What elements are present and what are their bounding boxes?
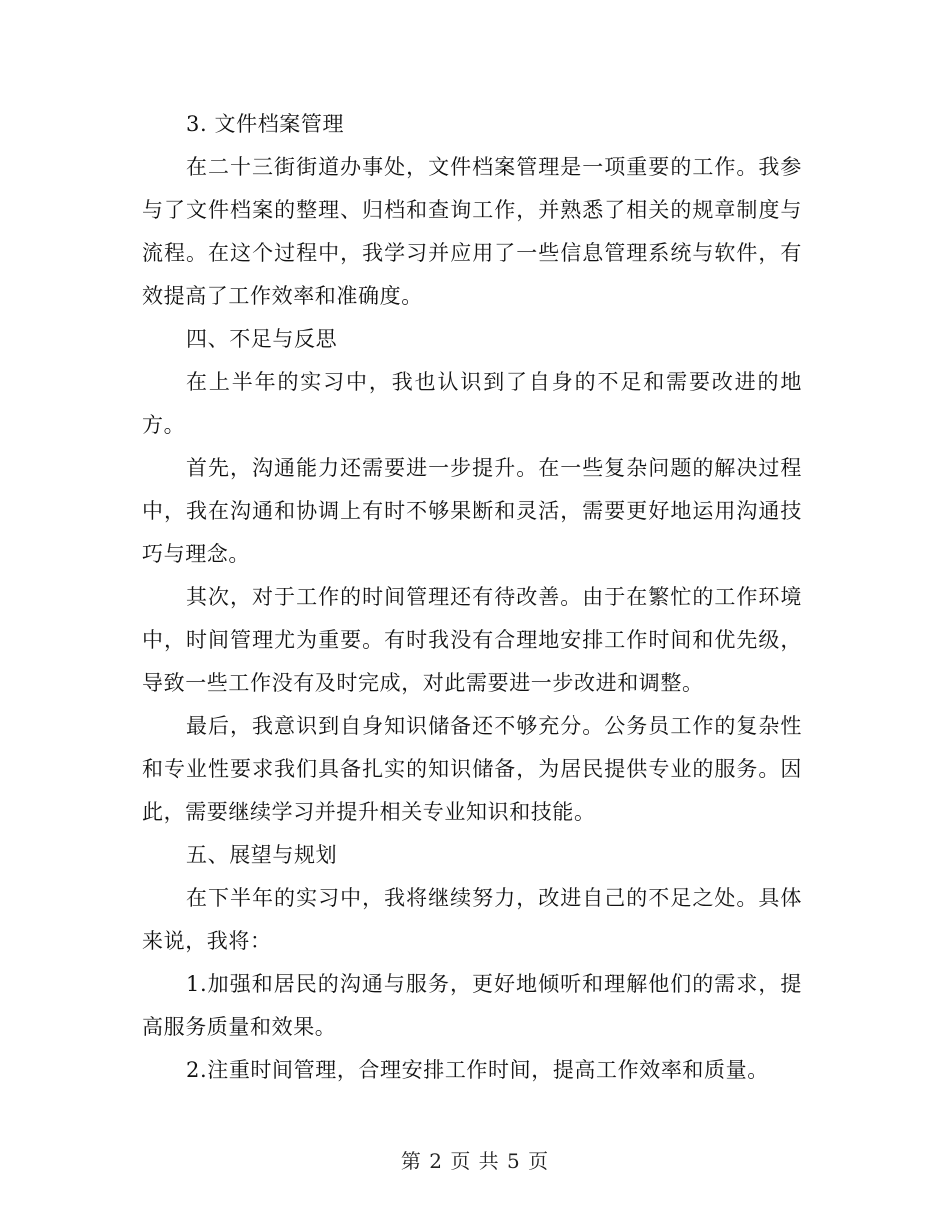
section-heading-file-archive: 3. 文件档案管理 <box>186 112 345 136</box>
section-heading-outlook: 五、展望与规划 <box>186 843 338 867</box>
list-item-plan-1: 1.加强和居民的沟通与服务，更好地倾听和理解他们的需求，提高服务质量和效果。 <box>142 972 802 1039</box>
list-item-plan-2: 2.注重时间管理，合理安排工作时间，提高工作效率和质量。 <box>186 1058 769 1082</box>
paragraph-outlook-intro: 在下半年的实习中，我将继续努力，改进自己的不足之处。具体来说，我将： <box>142 886 802 953</box>
paragraph-shortcomings-intro: 在上半年的实习中，我也认识到了自身的不足和需要改进的地方。 <box>142 370 802 437</box>
paragraph-communication: 首先，沟通能力还需要进一步提升。在一些复杂问题的解决过程中，我在沟通和协调上有时不够果断和灵活，需要更好地运用沟通技巧与理念。 <box>142 456 802 566</box>
section-heading-shortcomings: 四、不足与反思 <box>186 327 338 351</box>
paragraph-time-management: 其次，对于工作的时间管理还有待改善。由于在繁忙的工作环境中，时间管理尤为重要。有时我没有合理地安排工作时间和优先级，导致一些工作没有及时完成，对此需要进一步改进和调整。 <box>142 585 802 695</box>
paragraph-file-archive: 在二十三街街道办事处，文件档案管理是一项重要的工作。我参与了文件档案的整理、归档和查询工作，并熟悉了相关的规章制度与流程。在这个过程中，我学习并应用了一些信息管理系统与软件，有效提高了工作效率和准确度。 <box>142 155 802 308</box>
page-number-footer: 第 2 页 共 5 页 <box>400 1149 550 1173</box>
paragraph-knowledge: 最后，我意识到自身知识储备还不够充分。公务员工作的复杂性和专业性要求我们具备扎实的知识储备，为居民提供专业的服务。因此，需要继续学习并提升相关专业知识和技能。 <box>142 714 802 824</box>
document-body <box>142 103 802 1092</box>
